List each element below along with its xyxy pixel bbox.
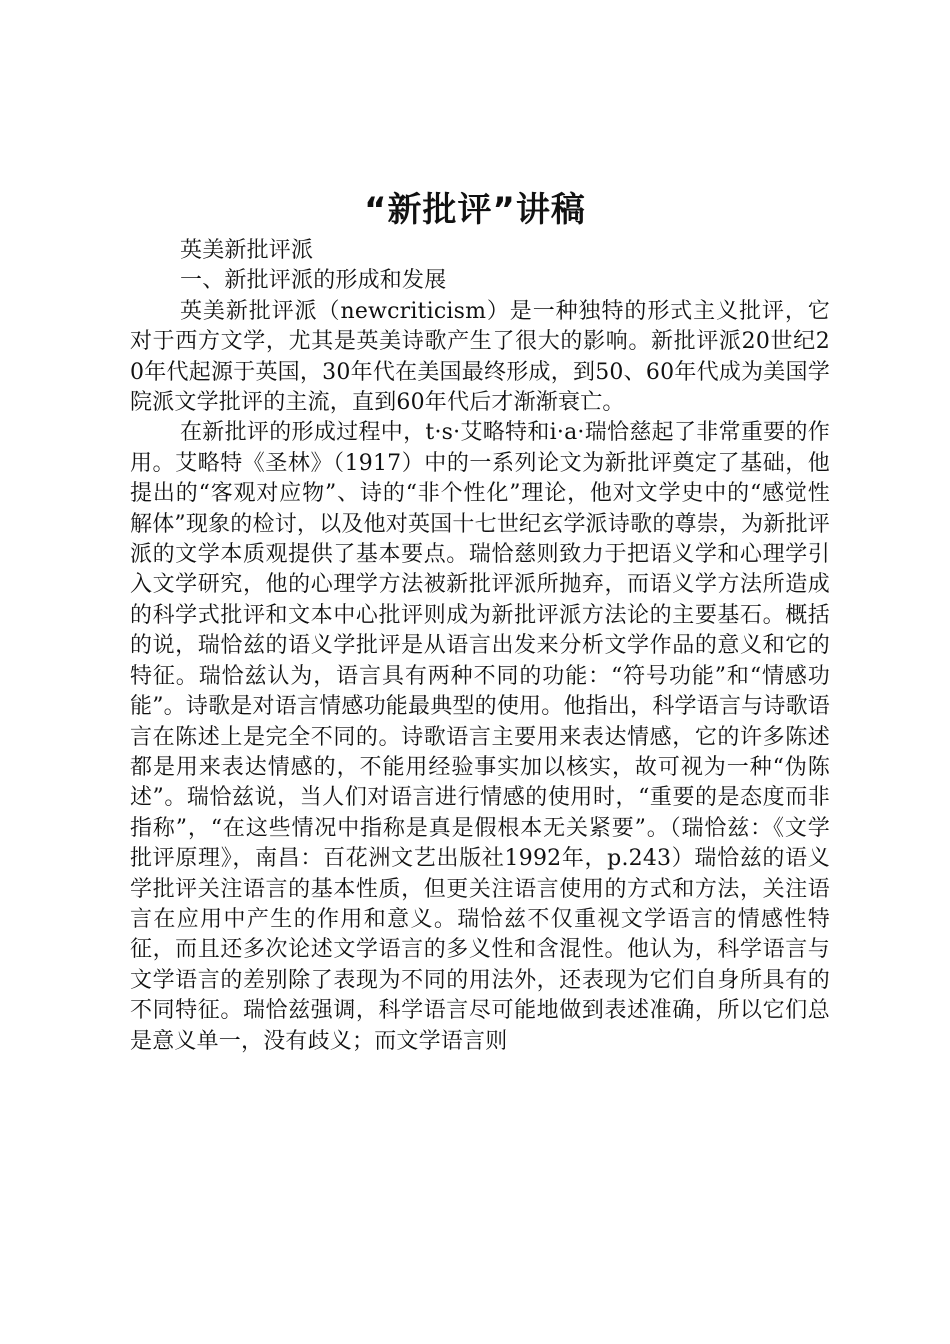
subsection-heading: 一、新批评派的形成和发展 — [180, 268, 447, 294]
body-paragraph: 在新批评的形成过程中，t·s·艾略特和i·a·瑞恰慈起了非常重要的作用。艾略特《圣林》（1917）中的一系列论文为新批评奠定了基础，他提出的“客观对应物”、诗的“非个性化”理论，他对文学史中的“感觉性解体”现象的检讨，以及他对英国十七世纪玄学派诗歌的尊崇，为新批评派的文学本质观提供了基本要点。瑞恰慈则致力于把语义学和心理学引入文学研究，他的心理学方法被新批评派所抛弃，而语义学方法所造成的科学式批评和文本中心批评则成为新批评派方法论的主要基石。概括的说，瑞恰兹的语义学批评是从语言出发来分析文学作品的意义和它的特征。瑞恰兹认为，语言具有两种不同的功能：“符号功能”和“情感功能”。诗歌是对语言情感功能最典型的使用。他指出，科学语言与诗歌语言在陈述上是完全不同的。诗歌语言主要用来表达情感，它的许多陈述都是用来表达情感的，不能用经验事实加以核实，故可视为一种“伪陈述”。瑞恰兹说，当人们对语言进行情感的使用时，“重要的是态度而非指称”，“在这些情况中指称是真是假根本无关紧要”。（瑞恰兹：《文学批评原理》，南昌：百花洲文艺出版社1992年，p.243）瑞恰兹的语义学批评关注语言的基本性质，但更关注语言使用的方式和方法，关注语言在应用中产生的作用和意义。瑞恰兹不仅重视文学语言的情感性特征，而且还多次论述文学语言的多义性和含混性。他认为，科学语言与文学语言的差别除了表现为不同的用法外，还表现为它们自身所具有的不同特征。瑞恰兹强调，科学语言尽可能地做到表述准确，所以它们总是意义单一，没有歧义；而文学语言则 — [130, 420, 830, 1054]
document-body — [130, 236, 830, 1057]
section-heading: 英美新批评派 — [180, 238, 314, 263]
body-paragraph: 英美新批评派（newcriticism）是一种独特的形式主义批评，它对于西方文学，尤其是英美诗歌产生了很大的影响。新批评派20世纪20年代起源于英国，30年代在美国最终形成，到50、60年代成为美国学院派文学批评的主流，直到60年代后才渐渐衰亡。 — [130, 298, 830, 416]
document-title: “新批评”讲稿 — [364, 190, 586, 230]
